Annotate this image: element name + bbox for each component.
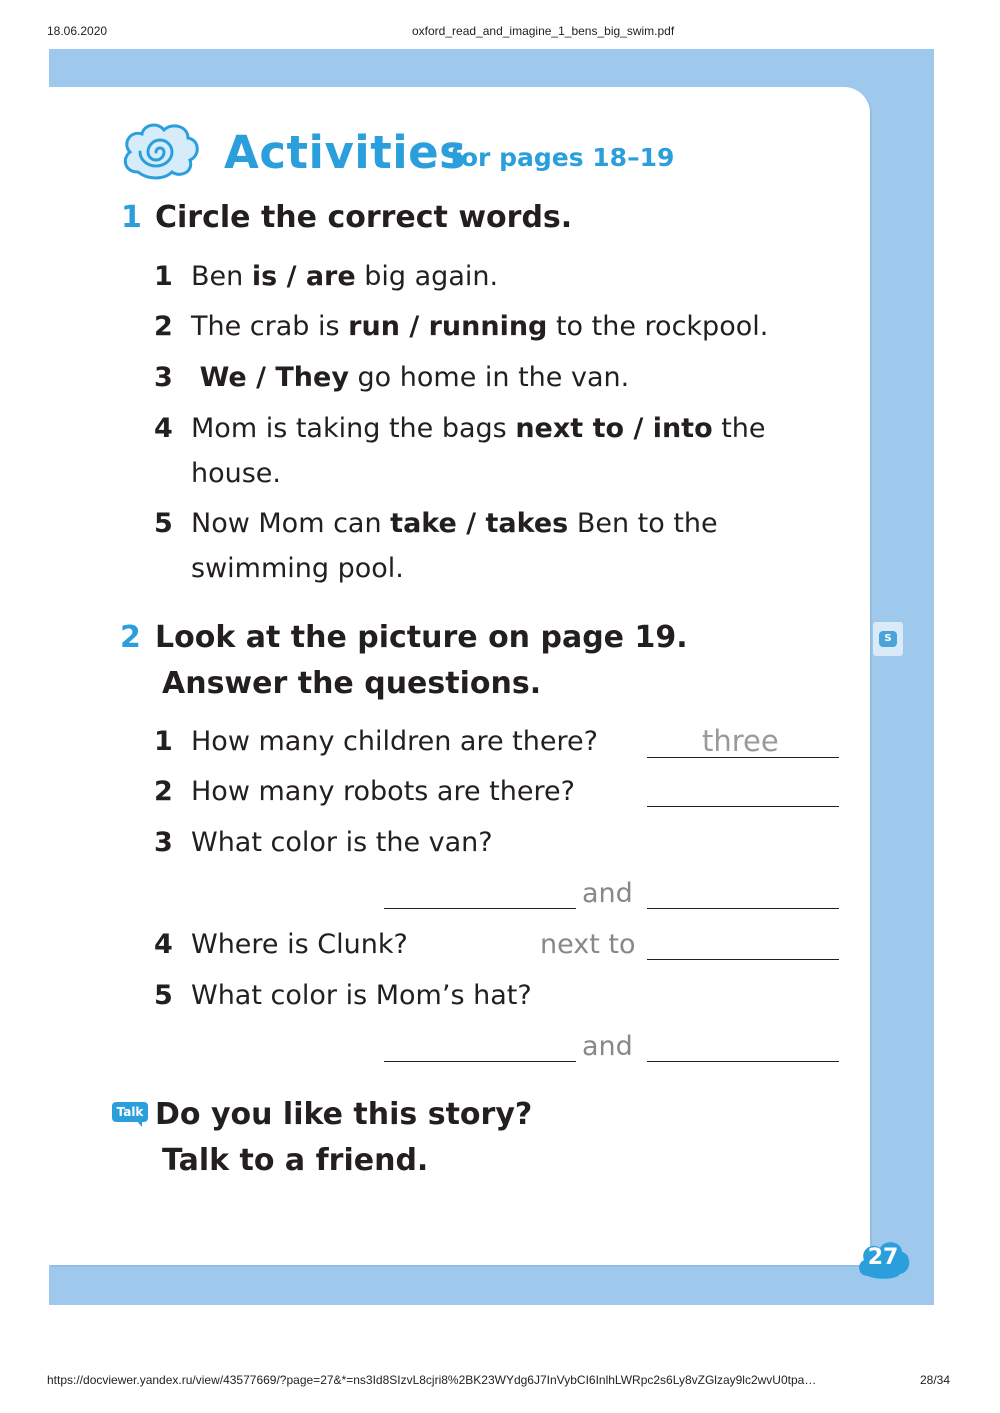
item-options[interactable]: take / takes (390, 508, 569, 539)
exercise1-item (154, 508, 718, 539)
page-number: 27 (867, 1245, 899, 1270)
item-text (191, 362, 200, 393)
item-number: 4 (154, 413, 173, 444)
answer-line[interactable] (647, 806, 839, 807)
print-date: 18.06.2020 (47, 24, 108, 38)
item-text: Ben (191, 261, 252, 292)
answer-line[interactable] (647, 1061, 839, 1062)
item-number: 5 (154, 508, 173, 539)
print-file-title: oxford_read_and_imagine_1_bens_big_swim.pdf (412, 24, 675, 38)
talk-prompt: Talk to a friend. (162, 1143, 429, 1178)
page-subtitle: for pages 18–19 (450, 143, 675, 172)
answer-text: three (702, 724, 779, 758)
exercise1-item (154, 413, 766, 444)
item-number: 2 (154, 311, 173, 342)
question (154, 929, 408, 960)
side-tab-icon: S (879, 631, 897, 647)
page-title: Activities (224, 126, 467, 179)
question-text: What color is the van? (191, 827, 493, 858)
exercise2-instruction: Look at the picture on page 19. (155, 620, 688, 655)
question-number: 3 (154, 827, 173, 858)
item-continuation: house. (191, 458, 282, 489)
question (154, 776, 575, 807)
question-text: How many robots are there? (191, 776, 575, 807)
item-options[interactable]: We / They (199, 362, 349, 393)
item-number: 1 (154, 261, 173, 292)
item-continuation: swimming pool. (191, 553, 404, 584)
exercise1-item (154, 311, 768, 342)
page-number-badge (856, 1238, 910, 1280)
print-page-count: 28/34 (920, 1373, 951, 1387)
item-options[interactable]: run / running (348, 311, 548, 342)
item-text: to the rockpool. (547, 311, 769, 342)
question-text: Where is Clunk? (191, 929, 408, 960)
answer-line[interactable] (647, 908, 839, 909)
exercise2-instruction: Answer the questions. (162, 666, 542, 701)
talk-icon: Talk (112, 1102, 148, 1122)
item-number: 3 (154, 362, 173, 393)
question-text: How many children are there? (191, 726, 598, 757)
item-text: big again. (355, 261, 499, 292)
answer-prefix: next to (540, 929, 636, 960)
question-number: 2 (154, 776, 173, 807)
swirl-cloud-icon (118, 118, 202, 184)
print-url: https://docviewer.yandex.ru/view/43577669/?page=27&*=ns3Id8SIzvL8cjri8%2BK23WYdg6J7InVybCI6InlhLWRpc2s6Ly8vZGlzay9lc2wvU0tpa… (47, 1373, 817, 1387)
answer-line[interactable] (647, 757, 839, 758)
item-text: go home in the van. (348, 362, 630, 393)
question (154, 980, 532, 1011)
answer-line[interactable] (384, 908, 576, 909)
item-text: Now Mom can (191, 508, 391, 539)
question-number: 1 (154, 726, 173, 757)
exercise1-instruction: Circle the correct words. (155, 200, 573, 235)
question (154, 726, 598, 757)
answer-line[interactable] (647, 959, 839, 960)
question (154, 827, 493, 858)
exercise2-number: 2 (120, 620, 141, 655)
answer-joiner: and (582, 878, 633, 909)
answer-joiner: and (582, 1031, 633, 1062)
exercise1-item (154, 261, 498, 292)
item-text: Mom is taking the bags (191, 413, 516, 444)
item-text: the (712, 413, 766, 444)
item-options[interactable]: next to / into (515, 413, 713, 444)
item-text: Ben to the (568, 508, 718, 539)
item-text: The crab is (191, 311, 349, 342)
exercise1-number: 1 (121, 200, 142, 235)
side-tab (873, 622, 903, 656)
answer-line[interactable] (384, 1061, 576, 1062)
exercise1-item (154, 362, 629, 393)
question-number: 5 (154, 980, 173, 1011)
item-options[interactable]: is / are (251, 261, 356, 292)
talk-prompt: Do you like this story? (155, 1097, 533, 1132)
question-text: What color is Mom’s hat? (191, 980, 532, 1011)
question-number: 4 (154, 929, 173, 960)
